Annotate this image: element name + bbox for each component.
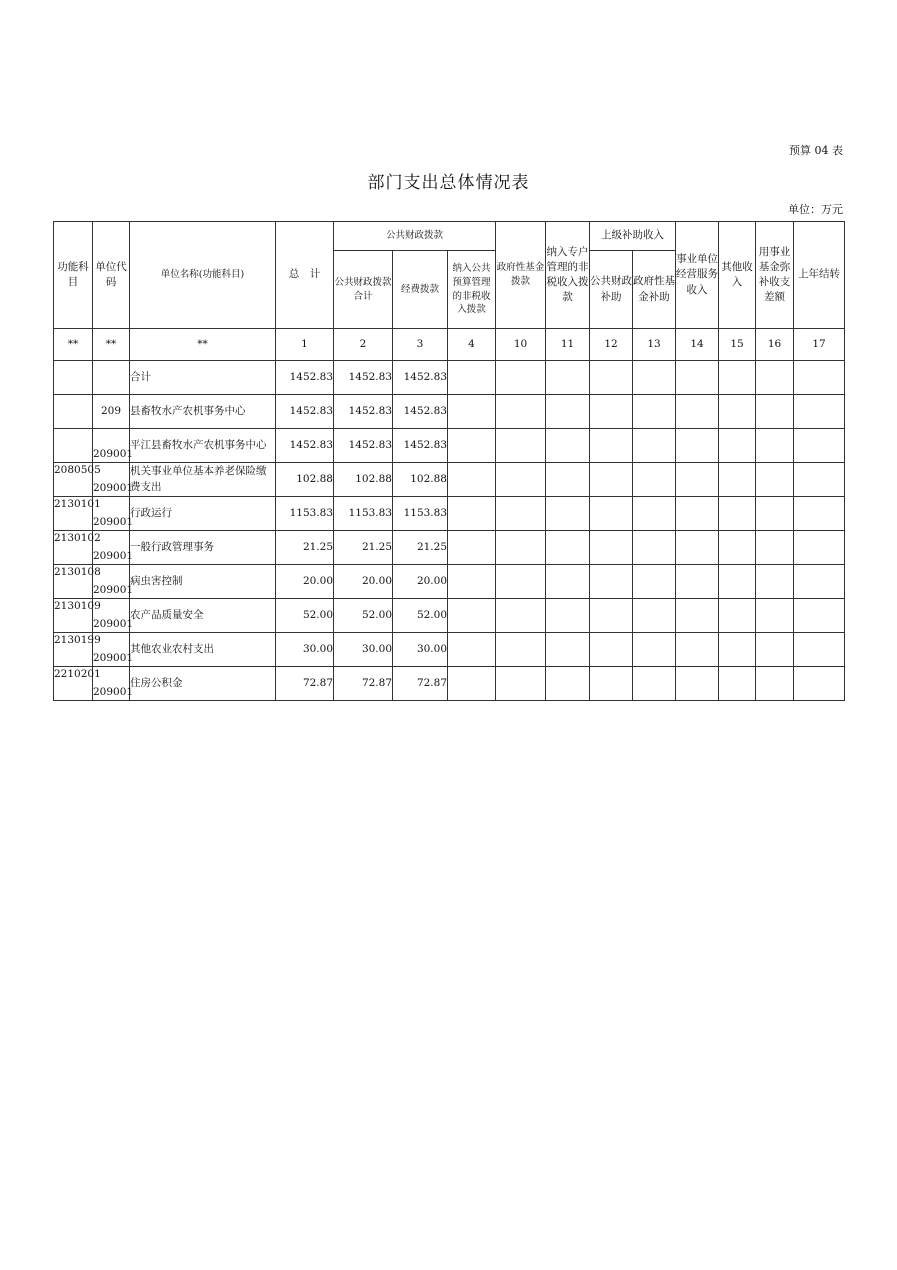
empty-cell <box>794 463 845 497</box>
empty-cell <box>719 599 756 633</box>
header-fund-offset: 用事业基金弥补收支差额 <box>756 222 794 329</box>
public-finance-sum-cell: 21.25 <box>334 531 393 565</box>
col-number: ** <box>54 329 93 361</box>
empty-cell <box>719 531 756 565</box>
empty-cell <box>756 395 794 429</box>
header-other-income: 其他收入 <box>719 222 756 329</box>
col-number: 14 <box>676 329 719 361</box>
table-body <box>54 361 845 701</box>
empty-cell <box>794 633 845 667</box>
empty-cell <box>756 429 794 463</box>
empty-cell <box>676 667 719 701</box>
col-number: ** <box>93 329 130 361</box>
funding-cell: 1153.83 <box>393 497 448 531</box>
empty-cell <box>719 429 756 463</box>
col-number: 2 <box>334 329 393 361</box>
col-number: 13 <box>633 329 676 361</box>
empty-cell <box>676 429 719 463</box>
funding-cell: 1452.83 <box>393 361 448 395</box>
unit-code-cell: 209001 <box>93 429 130 463</box>
func-code-cell: 2210201 <box>54 667 93 701</box>
empty-cell <box>633 395 676 429</box>
empty-cell <box>590 497 633 531</box>
col-number: 3 <box>393 329 448 361</box>
empty-cell <box>633 599 676 633</box>
funding-cell: 1452.83 <box>393 429 448 463</box>
empty-cell <box>756 497 794 531</box>
total-cell: 21.25 <box>276 531 334 565</box>
empty-cell <box>546 565 590 599</box>
public-finance-sum-cell: 1452.83 <box>334 361 393 395</box>
total-cell: 1452.83 <box>276 395 334 429</box>
form-number: 预算 04 表 <box>789 144 843 157</box>
empty-cell <box>496 395 546 429</box>
page-title: 部门支出总体情况表 <box>367 173 530 193</box>
unit-code-cell: 209001 <box>93 531 130 565</box>
func-code-cell: 2080505 <box>54 463 93 497</box>
unit-name-cell: 住房公积金 <box>130 667 276 701</box>
unit-name-cell: 行政运行 <box>130 497 276 531</box>
empty-cell <box>448 463 496 497</box>
unit-name-cell: 病虫害控制 <box>130 565 276 599</box>
empty-cell <box>448 361 496 395</box>
unit-name-cell: 县畜牧水产农机事务中心 <box>130 395 276 429</box>
funding-cell: 20.00 <box>393 565 448 599</box>
empty-cell <box>756 463 794 497</box>
total-cell: 1452.83 <box>276 429 334 463</box>
empty-cell <box>546 395 590 429</box>
col-number: 16 <box>756 329 794 361</box>
func-code-cell <box>54 395 93 429</box>
table-row <box>54 599 845 633</box>
func-code-cell: 2130109 <box>54 599 93 633</box>
empty-cell <box>448 395 496 429</box>
empty-cell <box>590 463 633 497</box>
unit-name-cell: 机关事业单位基本养老保险缴费支出 <box>130 463 276 497</box>
unit-code-cell: 209 <box>93 395 130 429</box>
empty-cell <box>676 633 719 667</box>
empty-cell <box>719 633 756 667</box>
func-code-cell: 2130102 <box>54 531 93 565</box>
empty-cell <box>590 361 633 395</box>
total-cell: 1452.83 <box>276 361 334 395</box>
empty-cell <box>756 667 794 701</box>
empty-cell <box>590 565 633 599</box>
table-row <box>54 361 845 395</box>
empty-cell <box>794 497 845 531</box>
func-code-cell <box>54 429 93 463</box>
public-finance-sum-cell: 1153.83 <box>334 497 393 531</box>
empty-cell <box>448 599 496 633</box>
table-row <box>54 395 845 429</box>
col-number: 17 <box>794 329 845 361</box>
table-row <box>54 667 845 701</box>
empty-cell <box>546 633 590 667</box>
empty-cell <box>633 497 676 531</box>
empty-cell <box>633 667 676 701</box>
func-code-cell: 2130101 <box>54 497 93 531</box>
unit-code-cell <box>93 361 130 395</box>
func-code-cell <box>54 361 93 395</box>
header-public-finance: 公共财政拨款 <box>334 222 496 251</box>
total-cell: 102.88 <box>276 463 334 497</box>
header-special-nontax: 纳入专户管理的非税收入拨款 <box>546 222 590 329</box>
empty-cell <box>448 667 496 701</box>
empty-cell <box>590 633 633 667</box>
col-number: 10 <box>496 329 546 361</box>
header-business-income: 事业单位经营服务收入 <box>676 222 719 329</box>
public-finance-sum-cell: 102.88 <box>334 463 393 497</box>
empty-cell <box>756 531 794 565</box>
public-finance-sum-cell: 20.00 <box>334 565 393 599</box>
header-gov-fund: 政府性基金拨款 <box>496 222 546 329</box>
empty-cell <box>756 361 794 395</box>
empty-cell <box>448 497 496 531</box>
header-funding: 经费拨款 <box>393 251 448 329</box>
empty-cell <box>590 667 633 701</box>
funding-cell: 102.88 <box>393 463 448 497</box>
empty-cell <box>448 633 496 667</box>
col-number: 1 <box>276 329 334 361</box>
funding-cell: 52.00 <box>393 599 448 633</box>
empty-cell <box>633 361 676 395</box>
func-code-cell: 2130199 <box>54 633 93 667</box>
table-row <box>54 463 845 497</box>
empty-cell <box>719 361 756 395</box>
col-number: 15 <box>719 329 756 361</box>
empty-cell <box>590 429 633 463</box>
empty-cell <box>546 361 590 395</box>
total-cell: 1153.83 <box>276 497 334 531</box>
empty-cell <box>546 531 590 565</box>
empty-cell <box>756 633 794 667</box>
empty-cell <box>794 667 845 701</box>
empty-cell <box>496 667 546 701</box>
empty-cell <box>676 463 719 497</box>
empty-cell <box>676 497 719 531</box>
col-number: 4 <box>448 329 496 361</box>
budget-table <box>53 221 845 701</box>
empty-cell <box>633 429 676 463</box>
empty-cell <box>676 599 719 633</box>
funding-cell: 21.25 <box>393 531 448 565</box>
funding-cell: 30.00 <box>393 633 448 667</box>
empty-cell <box>546 667 590 701</box>
unit-name-cell: 合计 <box>130 361 276 395</box>
unit-code-cell: 209001 <box>93 667 130 701</box>
empty-cell <box>496 565 546 599</box>
col-number: 12 <box>590 329 633 361</box>
table-row <box>54 633 845 667</box>
public-finance-sum-cell: 72.87 <box>334 667 393 701</box>
empty-cell <box>496 497 546 531</box>
table-row <box>54 429 845 463</box>
empty-cell <box>794 361 845 395</box>
public-finance-sum-cell: 1452.83 <box>334 395 393 429</box>
total-cell: 30.00 <box>276 633 334 667</box>
empty-cell <box>448 429 496 463</box>
empty-cell <box>676 395 719 429</box>
empty-cell <box>794 395 845 429</box>
col-number: 11 <box>546 329 590 361</box>
column-number-row <box>54 329 845 361</box>
empty-cell <box>590 599 633 633</box>
table-row <box>54 531 845 565</box>
func-code-cell: 2130108 <box>54 565 93 599</box>
unit-name-cell: 平江县畜牧水产农机事务中心 <box>130 429 276 463</box>
empty-cell <box>633 633 676 667</box>
empty-cell <box>756 599 794 633</box>
total-cell: 72.87 <box>276 667 334 701</box>
empty-cell <box>676 361 719 395</box>
header-unit-name: 单位名称(功能科目) <box>130 222 276 329</box>
header-carryover: 上年结转 <box>794 222 845 329</box>
empty-cell <box>676 565 719 599</box>
header-total: 总 计 <box>276 222 334 329</box>
public-finance-sum-cell: 30.00 <box>334 633 393 667</box>
empty-cell <box>633 463 676 497</box>
empty-cell <box>496 463 546 497</box>
unit-code-cell: 209001 <box>93 497 130 531</box>
empty-cell <box>794 565 845 599</box>
empty-cell <box>496 429 546 463</box>
empty-cell <box>794 599 845 633</box>
funding-cell: 1452.83 <box>393 395 448 429</box>
empty-cell <box>496 531 546 565</box>
col-number: ** <box>130 329 276 361</box>
table-row <box>54 565 845 599</box>
header-gov-fund-subsidy: 政府性基金补助 <box>633 251 676 329</box>
empty-cell <box>590 531 633 565</box>
unit-code-cell: 209001 <box>93 463 130 497</box>
header-func-code: 功能科目 <box>54 222 93 329</box>
unit-code-cell: 209001 <box>93 565 130 599</box>
empty-cell <box>794 429 845 463</box>
public-finance-sum-cell: 1452.83 <box>334 429 393 463</box>
total-cell: 20.00 <box>276 565 334 599</box>
empty-cell <box>496 361 546 395</box>
header-unit-code: 单位代码 <box>93 222 130 329</box>
empty-cell <box>546 497 590 531</box>
table-header <box>54 222 845 361</box>
public-finance-sum-cell: 52.00 <box>334 599 393 633</box>
empty-cell <box>448 531 496 565</box>
total-cell: 52.00 <box>276 599 334 633</box>
empty-cell <box>719 497 756 531</box>
funding-cell: 72.87 <box>393 667 448 701</box>
empty-cell <box>756 565 794 599</box>
empty-cell <box>496 599 546 633</box>
unit-code-cell: 209001 <box>93 599 130 633</box>
empty-cell <box>546 599 590 633</box>
empty-cell <box>719 565 756 599</box>
unit-name-cell: 一般行政管理事务 <box>130 531 276 565</box>
empty-cell <box>794 531 845 565</box>
empty-cell <box>496 633 546 667</box>
table-row <box>54 497 845 531</box>
empty-cell <box>633 565 676 599</box>
header-public-finance-sum: 公共财政拨款合计 <box>334 251 393 329</box>
header-upper-subsidy: 上级补助收入 <box>590 222 676 251</box>
unit-label: 单位：万元 <box>788 203 843 216</box>
empty-cell <box>719 667 756 701</box>
header-nontax-budget: 纳入公共预算管理的非税收入拨款 <box>448 251 496 329</box>
header-public-subsidy: 公共财政补助 <box>590 251 633 329</box>
unit-name-cell: 其他农业农村支出 <box>130 633 276 667</box>
unit-name-cell: 农产品质量安全 <box>130 599 276 633</box>
empty-cell <box>546 429 590 463</box>
empty-cell <box>676 531 719 565</box>
empty-cell <box>719 395 756 429</box>
empty-cell <box>546 463 590 497</box>
empty-cell <box>448 565 496 599</box>
empty-cell <box>719 463 756 497</box>
empty-cell <box>590 395 633 429</box>
empty-cell <box>633 531 676 565</box>
unit-code-cell: 209001 <box>93 633 130 667</box>
